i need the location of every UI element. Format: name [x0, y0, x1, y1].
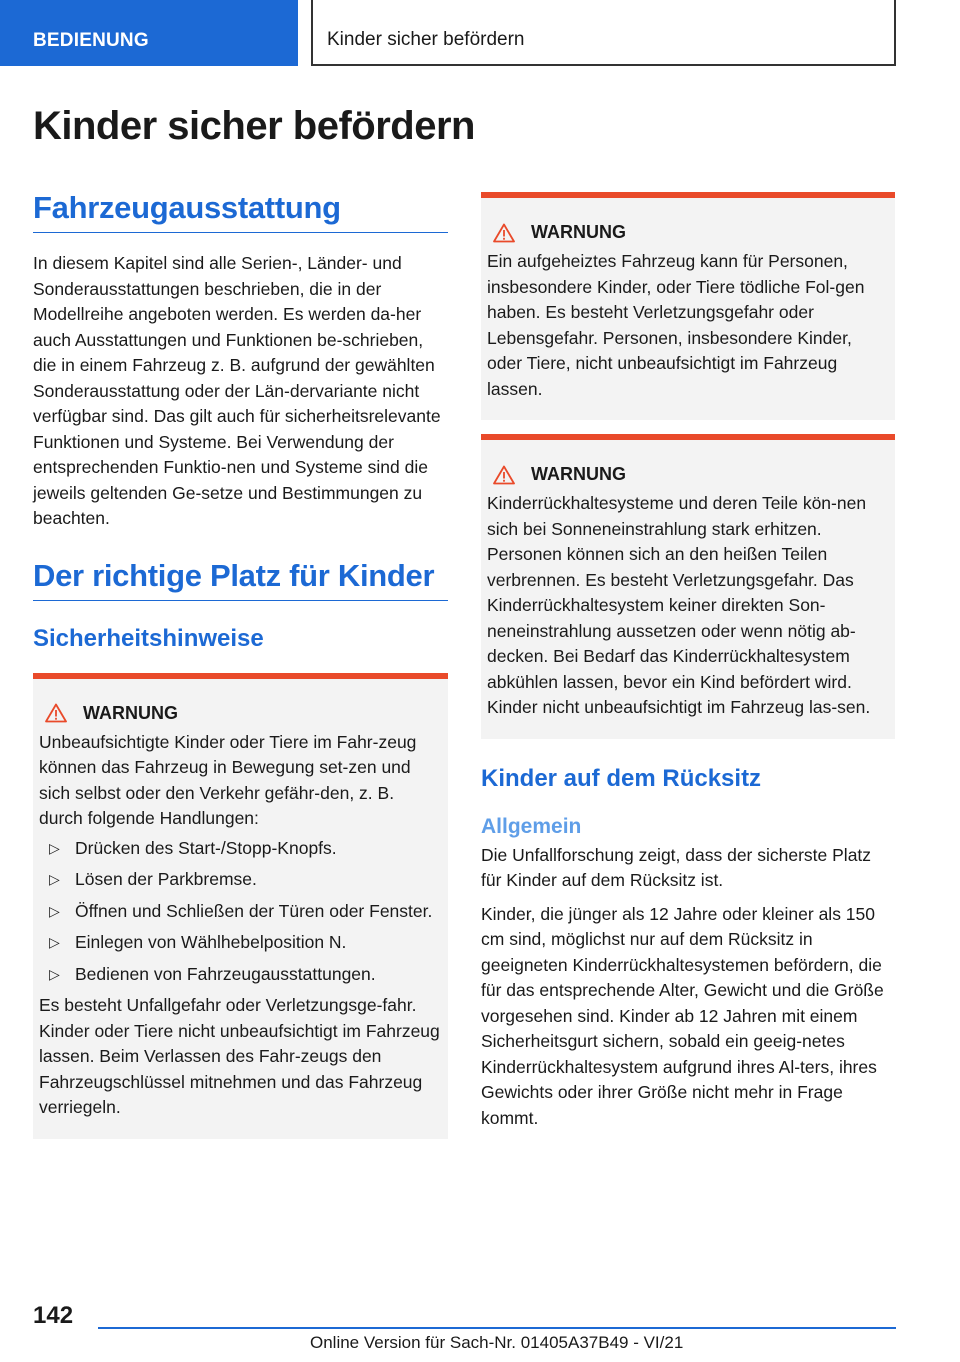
- warning-triangle-icon: [45, 703, 67, 723]
- page-number: 142: [33, 1302, 74, 1329]
- warning-title-text: WARNUNG: [83, 702, 178, 723]
- warning-title-text: WARNUNG: [531, 464, 626, 484]
- list-item: [39, 962, 442, 988]
- heading-fahrzeugausstattung: Fahrzeugausstattung: [33, 190, 448, 233]
- triangle-right-bullet-icon: ▷: [49, 839, 60, 856]
- paragraph-accident-research: Die Unfallforschung zeigt, dass der sicherste Platz für Kinder auf dem Rücksitz ist.: [481, 844, 872, 890]
- warning-title: [487, 222, 889, 243]
- list-item: [39, 930, 442, 956]
- warning-box-hot-seat: [481, 434, 895, 739]
- warning-outro: Es besteht Unfallgefahr oder Verletzungsge-fahr. Kinder oder Tiere nicht unbeaufsichtigt im Fahrzeug lassen. Beim Verlassen des Fahr-zeugs den Fahrzeugschlüssel mitnehmen und das Fahrzeug verriegeln.: [39, 995, 440, 1117]
- warning-box-heated-vehicle: [481, 192, 895, 420]
- list-item: [39, 836, 442, 862]
- warning-title-text: WARNUNG: [531, 222, 626, 242]
- list-item: [39, 899, 442, 925]
- warning-action-list: [39, 836, 442, 988]
- left-column: [33, 190, 448, 1139]
- warning-box-unattended: [33, 673, 448, 1139]
- warning-intro: Unbeaufsichtigte Kinder oder Tiere im Fahr-zeug können das Fahrzeug in Bewegung set-zen und sich selbst oder den Verkehr gefähr-den, z. B. durch folgende Handlungen:: [39, 731, 417, 828]
- list-item-text: Lösen der Parkbremse.: [75, 869, 257, 889]
- list-item-text: Öffnen und Schließen der Türen oder Fenster.: [75, 900, 433, 921]
- heading-allgemein: Allgemein: [481, 814, 582, 838]
- list-item-text: Einlegen von Wählhebelposition N.: [75, 932, 347, 952]
- triangle-right-bullet-icon: ▷: [49, 902, 60, 919]
- warning-triangle-icon: [493, 223, 515, 243]
- paragraph-child-seating: Kinder, die jünger als 12 Jahre oder kleiner als 150 cm sind, möglichst nur auf dem Rücksitz in geeigneten Kinderrückhaltesystemen befördern, die für das entsprechende Alter, Gewicht und die Größe vorgesehen sind. Kinder ab 12 Jahren mit einem Sicherheitsgurt sichern, sobald ein geeig-netes Kinderrückhaltesystem aufgrund ihres Al-ters, ihres Gewichts oder ihrer Größe nicht mehr in Frage kommt.: [481, 903, 884, 1128]
- warning-text: Kinderrückhaltesysteme und deren Teile kön-nen sich bei Sonneneinstrahlung stark erhitzen. Personen können sich an den heißen Teilen verbrennen. Es besteht Verletzungsgefahr. Das Kinderrückhaltesystem keiner direkten Son-neneinstrahlung aussetzen oder wenn nötig ab-decken. Bei Bedarf das Kinderrückhaltesystem abkühlen lassen, bevor ein Kind befördert wird. Kinder nicht unbeaufsichtigt im Fahrzeug las-sen.: [487, 493, 871, 717]
- heading-kinder-ruecksitz: Kinder auf dem Rücksitz: [481, 764, 762, 792]
- heading-sicherheitshinweise: Sicherheitshinweise: [33, 624, 264, 652]
- footer-divider: [98, 1327, 896, 1329]
- header-breadcrumb: Kinder sicher befördern: [311, 0, 896, 66]
- warning-triangle-icon: [493, 465, 515, 485]
- right-column: [481, 192, 895, 1131]
- header-section-tab: BEDIENUNG: [0, 0, 298, 66]
- triangle-right-bullet-icon: ▷: [49, 871, 60, 887]
- list-item-text: Drücken des Start-/Stopp-Knopfs.: [75, 837, 337, 858]
- heading-richtiger-platz: Der richtige Platz für Kinder: [33, 558, 448, 601]
- warning-text: Ein aufgeheiztes Fahrzeug kann für Personen, insbesondere Kinder, oder Tiere tödliche Fol-gen haben. Es besteht Verletzungsgefahr oder Lebensgefahr. Personen, insbesondere Kinder, oder Tiere, nicht unbeaufsichtigt im Fahrzeug lassen.: [487, 251, 865, 399]
- triangle-right-bullet-icon: ▷: [49, 965, 60, 982]
- intro-paragraph: In diesem Kapitel sind alle Serien-, Länder- und Sonderausstattungen beschrieben, die in der Modellreihe angeboten werden. Es werden da-her auch Ausstattungen und Funktionen be-schrieben, die in einem Fahrzeug z. B. aufgrund der gewählten Sonderausstattung oder der Län-dervariante nicht verfügbar sind. Das gilt auch für sicherheitsrelevante Funktionen und Systeme. Bei Verwendung der entsprechenden Funktio-nen und Systeme sind die jeweils geltenden Ge-setze und Bestimmungen zu beachten.: [33, 253, 441, 528]
- warning-title: [487, 464, 889, 485]
- page-title: Kinder sicher befördern: [33, 104, 475, 148]
- list-item: [39, 867, 442, 893]
- footer-version-text: Online Version für Sach-Nr. 01405A37B49 - VI/21: [310, 1333, 684, 1352]
- list-item-text: Bedienen von Fahrzeugausstattungen.: [75, 963, 376, 984]
- warning-title: [39, 703, 442, 724]
- triangle-right-bullet-icon: ▷: [49, 934, 60, 950]
